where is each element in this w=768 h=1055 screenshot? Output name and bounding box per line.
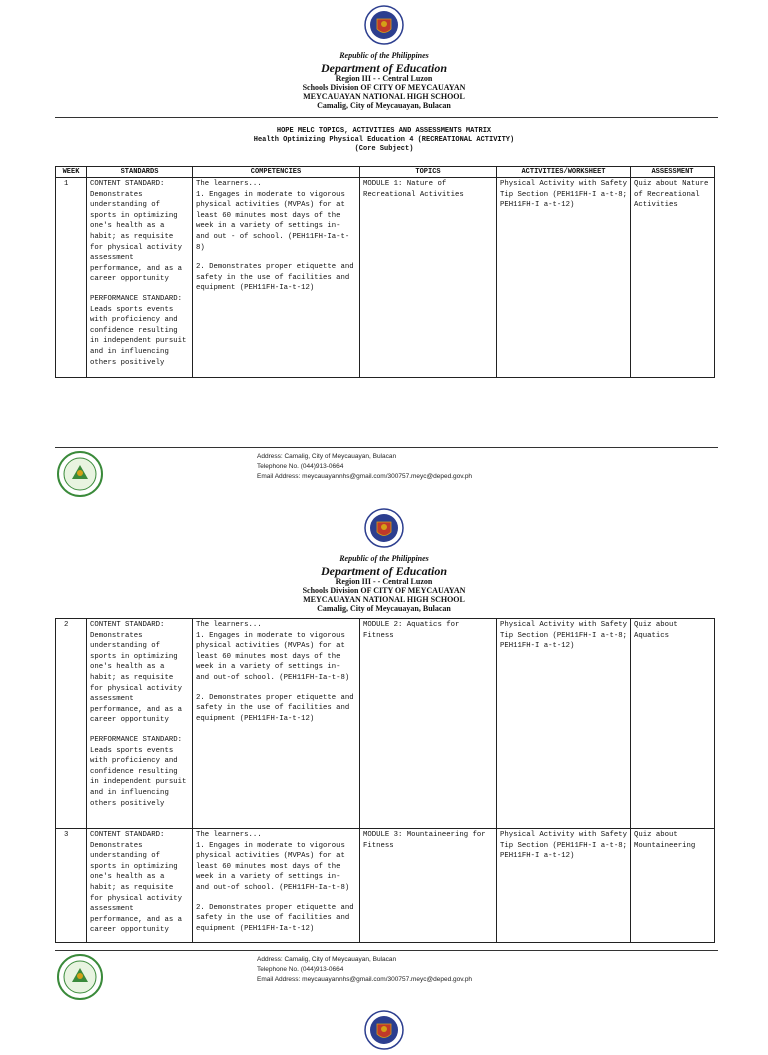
performance-standard: PERFORMANCE STANDARD: Leads sports events with proficiency and confidence resulting in independent pursuit and in influencing others positively — [90, 294, 187, 367]
address-line: Camalig, City of Meycauayan, Bulacan — [317, 101, 451, 110]
matrix-title: HOPE MELC TOPICS, ACTIVITIES AND ASSESSMENTS MATRIX — [276, 127, 492, 135]
footer-email: Email Address: meycauayannhs@gmail.com/300757.meyc@deped.gov.ph — [257, 473, 473, 480]
matrix-table-page-1 — [55, 166, 715, 378]
competencies-cell — [193, 178, 360, 378]
division-line: Schools Division OF CITY OF MEYCAUAYAN — [302, 586, 466, 595]
performance-standard: PERFORMANCE STANDARD: Leads sports events with proficiency and confidence resulting in independent pursuit and in influencing others positively — [90, 735, 187, 808]
competencies-cell — [193, 829, 360, 943]
deped-seal-icon — [364, 508, 404, 548]
footer-telephone: Telephone No. (044)913-0664 — [257, 463, 344, 470]
matrix-table-page-2 — [55, 618, 715, 943]
deped-seal-icon — [364, 5, 404, 45]
region-line: Region III - - Central Luzon — [335, 577, 433, 586]
standards-cell — [87, 619, 193, 829]
column-header: ASSESSMENT — [631, 167, 715, 178]
footer-address: Address: Camalig, City of Meycauayan, Bulacan — [257, 453, 397, 460]
activity-cell: Physical Activity with Safety Tip Section (PEH11FH-I a-t-8; PEH11FH-I a-t-12) — [497, 178, 631, 378]
table-row — [56, 829, 715, 943]
footer-contact — [257, 955, 472, 985]
republic-line: Republic of the Philippines — [339, 554, 429, 563]
competency-1: 1. Engages in moderate to vigorous physical activities (MVPAs) for at least 60 minutes most days of the week in a variety of settings in- and out - of school. (PEH11FH-Ia-t-8) — [196, 190, 350, 252]
assessment-cell: Quiz about Aquatics — [631, 619, 715, 829]
learners-label: The learners... — [196, 621, 262, 629]
standards-cell — [87, 178, 193, 378]
footer-address: Address: Camalig, City of Meycauayan, Bulacan — [257, 956, 397, 963]
competencies-cell — [193, 619, 360, 829]
topic-cell: MODULE 2: Aquatics for Fitness — [360, 619, 497, 829]
competency-2: 2. Demonstrates proper etiquette and safety in the use of facilities and equipment (PEH11FH-Ia-t-12) — [196, 693, 354, 723]
week-cell: 3 — [56, 829, 87, 943]
content-standard: CONTENT STANDARD: Demonstrates understanding of sports in optimizing one's health as a habit; as requisite for physical activity assessment performance, and as a career opportunity — [90, 180, 182, 284]
table-row — [56, 619, 715, 829]
content-standard: CONTENT STANDARD: Demonstrates understanding of sports in optimizing one's health as a habit; as requisite for physical activity assessment performance, and as a career opportunity — [90, 621, 182, 725]
matrix-subject: (Core Subject) — [354, 145, 414, 153]
division-line: Schools Division OF CITY OF MEYCAUAYAN — [302, 83, 466, 92]
department-line: Department of Education — [320, 564, 447, 578]
department-line: Department of Education — [320, 61, 447, 75]
column-header: ACTIVITIES/WORKSHEET — [497, 167, 631, 178]
matrix-subtitle: Health Optimizing Physical Education 4 (RECREATIONAL ACTIVITY) — [253, 136, 515, 144]
competency-1: 1. Engages in moderate to vigorous physical activities (MVPAs) for at least 60 minutes most days of the week in a variety of settings in- and out-of school. (PEH11FH-Ia-t-8) — [196, 841, 350, 892]
republic-line: Republic of the Philippines — [339, 51, 429, 60]
school-logo-icon — [57, 954, 103, 1000]
column-header: STANDARDS — [87, 167, 193, 178]
header-divider — [55, 117, 718, 118]
letterhead — [0, 52, 768, 110]
school-line: MEYCAUAYAN NATIONAL HIGH SCHOOL — [303, 92, 465, 101]
learners-label: The learners... — [196, 831, 262, 839]
activity-cell: Physical Activity with Safety Tip Section (PEH11FH-I a-t-8; PEH11FH-I a-t-12) — [497, 829, 631, 943]
footer-divider — [55, 950, 718, 951]
week-cell: 2 — [56, 619, 87, 829]
assessment-cell: Quiz about Nature of Recreational Activities — [631, 178, 715, 378]
letterhead — [0, 555, 768, 613]
learners-label: The learners... — [196, 180, 262, 188]
deped-seal-icon — [364, 1010, 404, 1050]
footer-email: Email Address: meycauayannhs@gmail.com/300757.meyc@deped.gov.ph — [257, 976, 473, 983]
standards-cell — [87, 829, 193, 943]
topic-cell: MODULE 1: Nature of Recreational Activities — [360, 178, 497, 378]
competency-2: 2. Demonstrates proper etiquette and safety in the use of facilities and equipment (PEH11FH-Ia-t-12) — [196, 263, 354, 293]
assessment-cell: Quiz about Mountaineering — [631, 829, 715, 943]
school-line: MEYCAUAYAN NATIONAL HIGH SCHOOL — [303, 595, 465, 604]
region-line: Region III - - Central Luzon — [335, 74, 433, 83]
matrix-title-block — [0, 127, 768, 154]
week-cell: 1 — [56, 178, 87, 378]
table-header-row — [56, 167, 715, 178]
footer-contact — [257, 452, 472, 482]
competency-2: 2. Demonstrates proper etiquette and safety in the use of facilities and equipment (PEH11FH-Ia-t-12) — [196, 903, 354, 933]
footer-telephone: Telephone No. (044)913-0664 — [257, 966, 344, 973]
topic-cell: MODULE 3: Mountaineering for Fitness — [360, 829, 497, 943]
activity-cell: Physical Activity with Safety Tip Section (PEH11FH-I a-t-8; PEH11FH-I a-t-12) — [497, 619, 631, 829]
column-header: TOPICS — [360, 167, 497, 178]
competency-1: 1. Engages in moderate to vigorous physical activities (MVPAs) for at least 60 minutes most days of the week in a variety of settings in- and out-of school. (PEH11FH-Ia-t-8) — [196, 631, 350, 682]
address-line: Camalig, City of Meycauayan, Bulacan — [317, 604, 451, 613]
school-logo-icon — [57, 451, 103, 497]
footer-divider — [55, 447, 718, 448]
table-row — [56, 178, 715, 378]
column-header: COMPETENCIES — [193, 167, 360, 178]
column-header: WEEK — [56, 167, 87, 178]
content-standard: CONTENT STANDARD: Demonstrates understanding of sports in optimizing one's health as a habit; as requisite for physical activity assessment performance, and as a career opportunity — [90, 831, 182, 935]
